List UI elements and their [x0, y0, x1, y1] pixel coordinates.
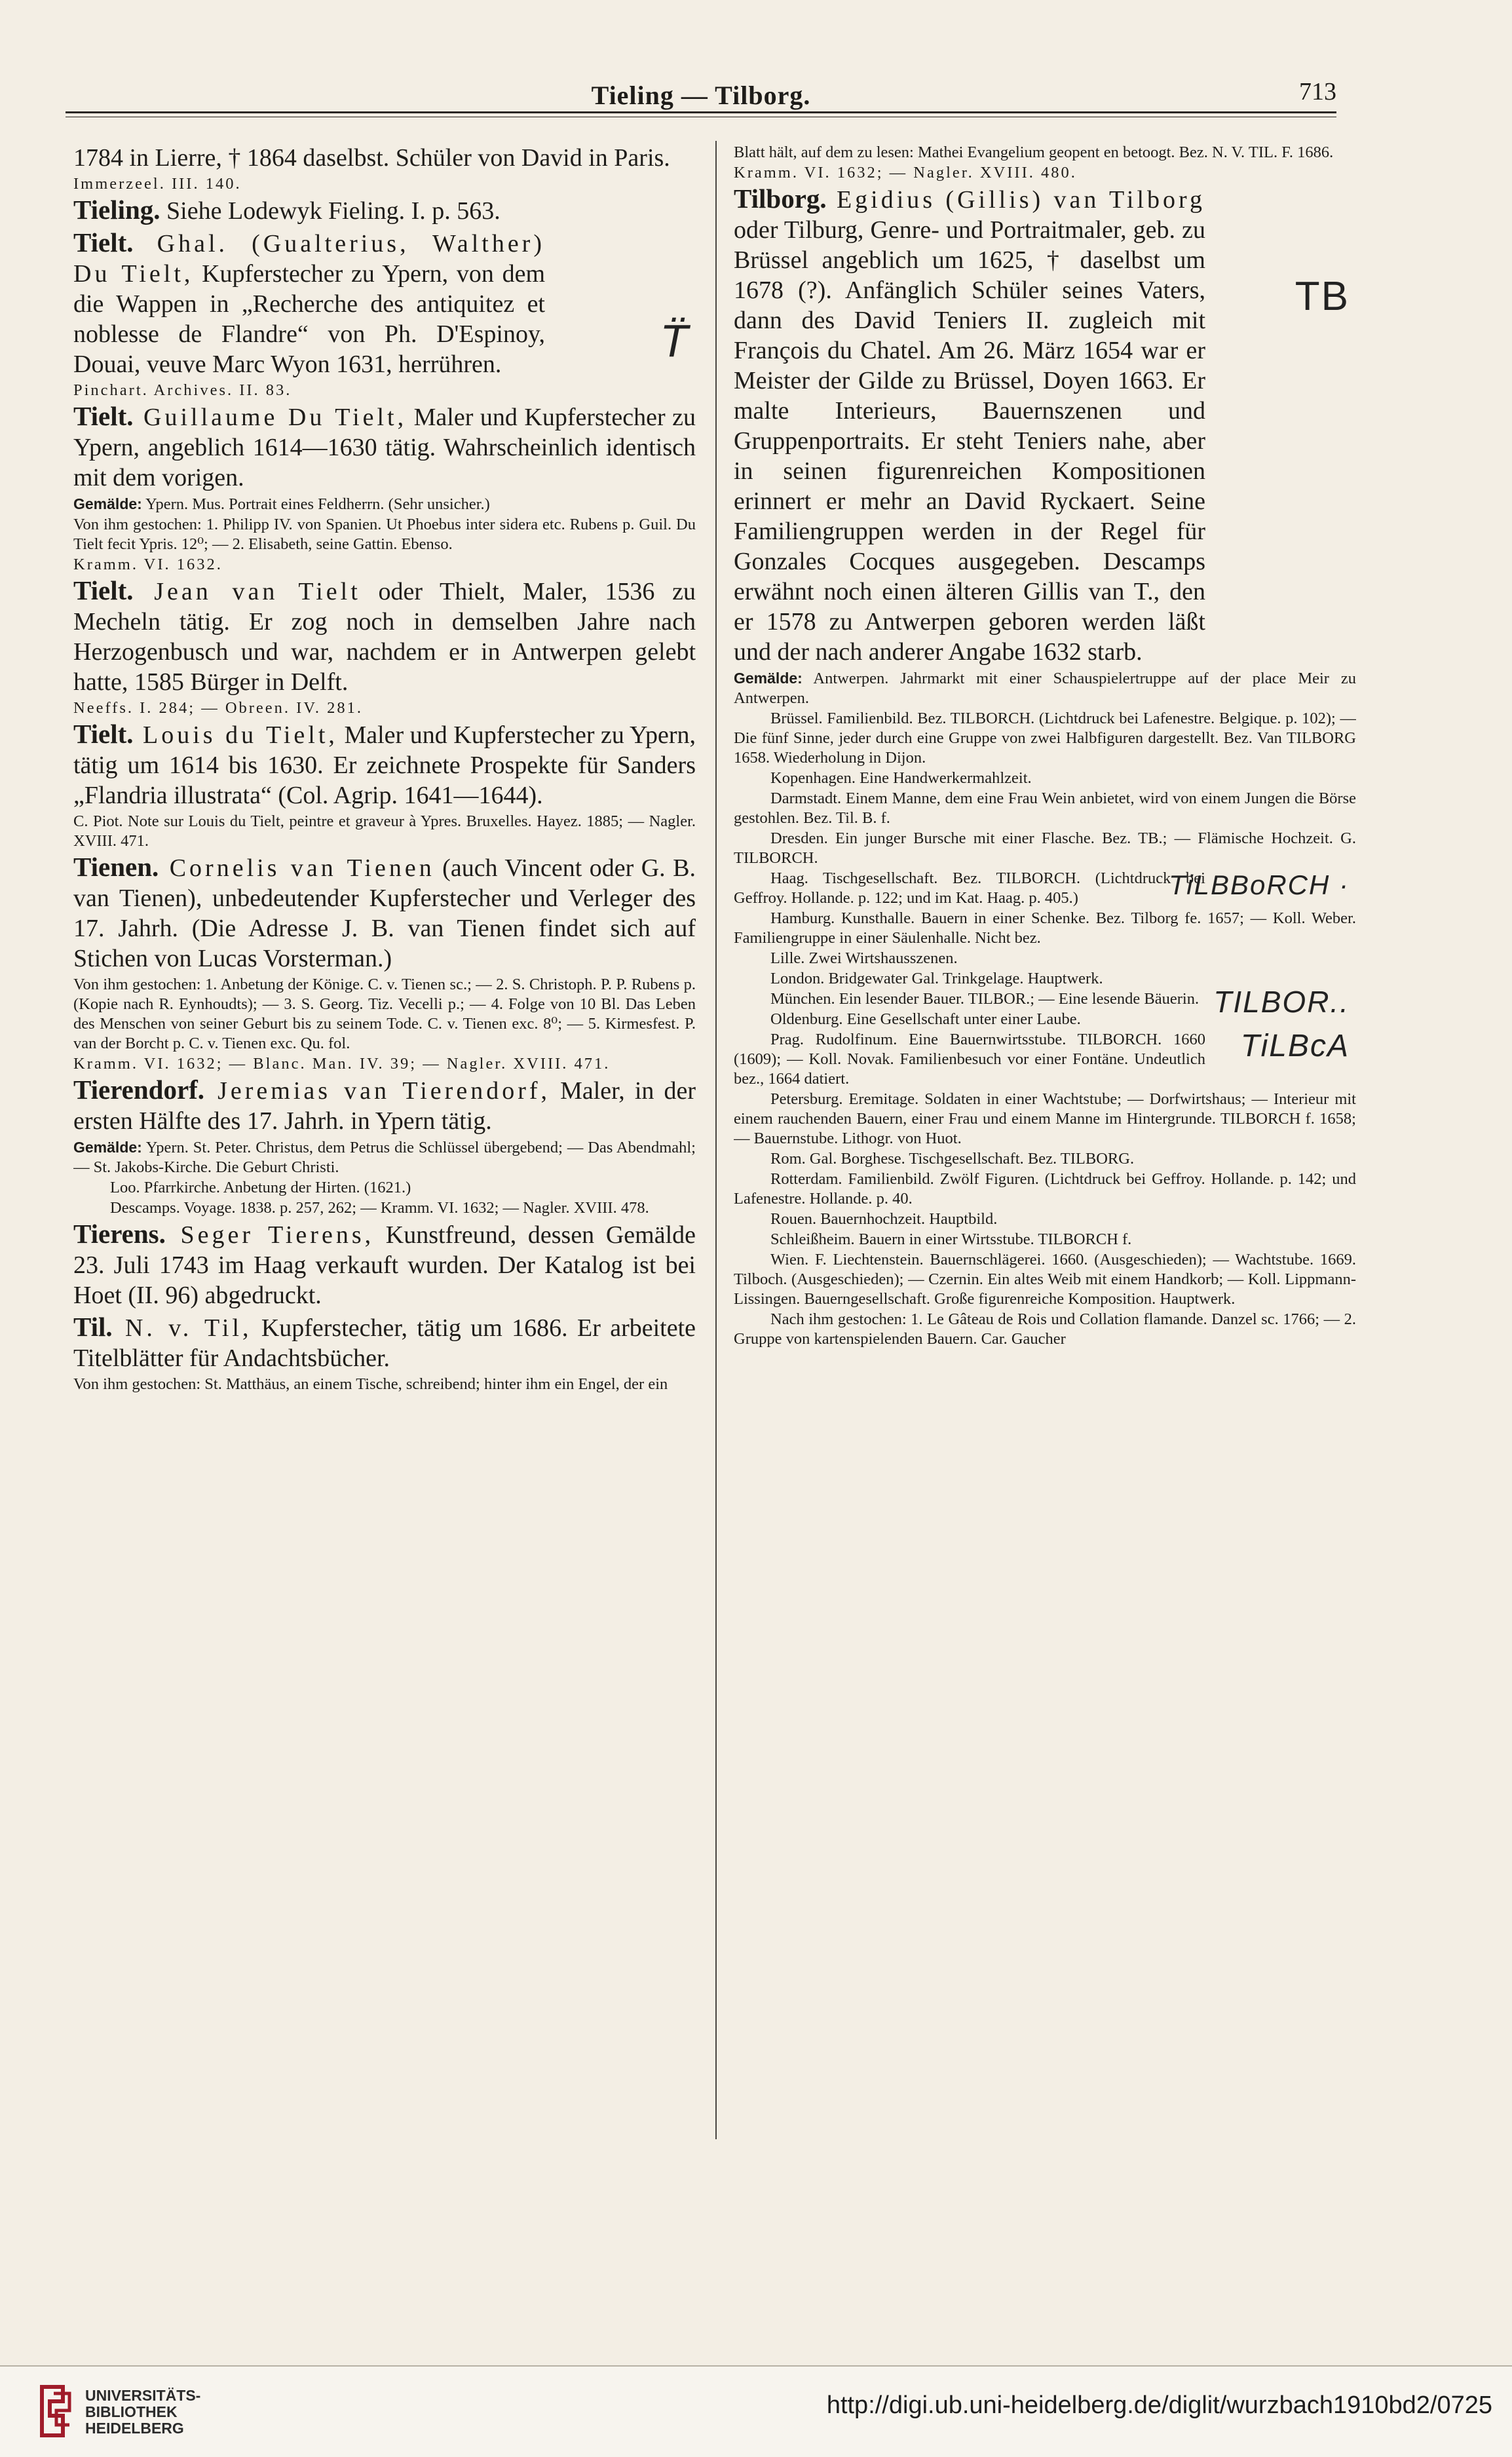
reference: Descamps. Voyage. 1838. p. 257, 262; — Kramm. VI. 1632; — Nagler. XVIII. 478.	[110, 1199, 649, 1217]
entry-text: oder Thielt, Maler, 1536 zu Mecheln tätig. Er zog noch in demselben Jahre nach Herzogenbusch und war, nachdem er in Antwerpen gelebt hatte, 1585 Bürger in Delft.	[73, 578, 696, 696]
headword: Til.	[73, 1312, 113, 1342]
column-divider	[715, 141, 717, 2139]
works-label: Gemälde:	[73, 495, 142, 512]
entry-tierendorf	[73, 1075, 696, 1136]
entry-text: Maler, in der ersten Hälfte des 17. Jahrh. in Ypern tätig.	[73, 1077, 696, 1135]
headword: Tienen.	[73, 852, 159, 882]
engravings-list: Von ihm gestochen: 1. Philipp IV. von Spanien. Ut Phoebus inter sidera etc. Rubens p. Guil. Du Tielt fecit Ypris. 12⁰; — 2. Elisabeth, seine Gattin. Ebenso.	[73, 516, 696, 553]
headword: Tierens.	[73, 1219, 166, 1249]
entry-text: Kupferstecher zu Ypern, von dem die Wappen in „Recherche des antiquitez et noblesse de Flandre“ von Ph. D'Espinoy, Douai, veuve Marc Wyon 1631, herrühren.	[73, 260, 546, 378]
entry-tielt-gualterius	[73, 227, 696, 379]
works-list	[73, 494, 696, 514]
entry-text: Maler und Kupferstecher zu Ypern, angeblich 1614—1630 tätig. Wahrscheinlich identisch mit dem vorigen.	[73, 404, 696, 491]
works-list-item: Lille. Zwei Wirtshausszenen.	[770, 949, 958, 967]
works-list-item: Hamburg. Kunsthalle. Bauern in einer Schenke. Bez. Tilborg fe. 1657; — Koll. Weber. Familiengruppe in einer Säulenhalle. Nicht bez.	[734, 909, 1356, 947]
works-list-item: Rouen. Bauernhochzeit. Hauptbild.	[770, 1210, 998, 1228]
headword: Tieling.	[73, 195, 161, 225]
works-list-item: Kopenhagen. Eine Handwerkermahlzeit.	[770, 769, 1032, 787]
signature-image: TiLBcA	[1240, 1029, 1350, 1063]
reference: Neeffs. I. 284; — Obreen. IV. 281.	[73, 699, 363, 717]
works-text: Prag. Rudolfinum. Eine Bauernwirtsstube. TILBORCH. 1660 (1609); — Koll. Novak. Familienbesuch vor einer Fontäne. Undeutlich bez., 1664 datiert.	[734, 1031, 1205, 1088]
running-title: Tieling — Tilborg.	[591, 81, 811, 110]
works-list-item: London. Bridgewater Gal. Trinkgelage. Hauptwerk.	[770, 970, 1103, 987]
works-label: Gemälde:	[734, 670, 803, 687]
signature-image: TiLBBoRCH ·	[1168, 869, 1350, 900]
headword: Tilborg.	[734, 183, 827, 214]
entry-tielt-jean	[73, 575, 696, 697]
works-list-item: Loo. Pfarrkirche. Anbetung der Hirten. (1621.)	[110, 1179, 411, 1196]
works-text: München. Ein lesender Bauer. TILBOR.; — Eine lesende Bäuerin.	[770, 990, 1200, 1008]
entry-text: oder Tilburg, Genre- und Portraitmaler, geb. zu Brüssel angeblich um 1625, † daselbst um 1678 (?). Anfänglich Schüler seines Vaters, dann des David Teniers II. zugleich mit François du Chatel. Am 26. März 1654 war er Meister der Gilde zu Brüssel, Doyen 1663. Er malte Interieurs, Bauernszenen und Gruppenportraits. Er steht Teniers nahe, aber in seinen figurenreichen Kompositionen erinnert er mehr an David Ryckaert. Seine Familiengruppen werden in der Regel für Gonzales Cocques ausgegeben. Descamps erwähnt noch einen älteren Gillis van T., den er 1578 zu Antwerpen geboren werden läßt und der nach anderer Angabe 1632 starb.	[734, 216, 1205, 666]
artist-name: Ghal. (Gualterius, Walther) Du Tielt,	[73, 230, 545, 288]
left-column	[73, 143, 696, 2158]
works-text: Ypern. Mus. Portrait eines Feldherrn. (Sehr unsicher.)	[142, 495, 490, 513]
monogram: TB	[1295, 274, 1350, 319]
artist-name: Seger Tierens,	[165, 1221, 375, 1249]
logo-line: UNIVERSITÄTS-	[85, 2387, 201, 2404]
works-text: Haag. Tischgesellschaft. Bez. TILBORCH. (Lichtdruck bei Geffroy. Hollande. p. 122; und im Kat. Haag. p. 405.)	[734, 869, 1205, 907]
logo-line: BIBLIOTHEK	[85, 2403, 178, 2420]
works-list	[73, 1137, 696, 1177]
entry-tierens	[73, 1219, 696, 1310]
entry-tielt-guillaume	[73, 401, 696, 493]
artist-name: Cornelis van Tienen	[159, 854, 435, 882]
reference: Pinchart. Archives. II. 83.	[73, 381, 292, 399]
library-logo-text	[85, 2388, 200, 2437]
entry-continuation: Blatt hält, auf dem zu lesen: Mathei Evangelium geopent en betoogt. Bez. N. V. TIL. F. 1686.	[734, 143, 1334, 161]
artist-name: Jean van Tielt	[133, 578, 361, 605]
artist-name: Guillaume Du Tielt,	[133, 404, 407, 431]
engravings-list: Von ihm gestochen: St. Matthäus, an einem Tische, schreibend; hinter ihm ein Engel, der ein	[73, 1375, 668, 1393]
engravings-list: Von ihm gestochen: 1. Anbetung der Könige. C. v. Tienen sc.; — 2. S. Christoph. P. P. Rubens p. (Kopie nach R. Eynhoudts); — 3. S. Georg. Tiz. Vecelli p.; — 4. Folge von 10 Bl. Das Leben des Menschen von seiner Geburt bis zu seinem Tode. C. v. Tienen exc. 8⁰; — 5. Kirmesfest. P. van der Borcht p. C. v. Tienen exc. Qu. fol.	[73, 976, 696, 1052]
right-column	[734, 143, 1356, 2158]
artist-name: N. v. Til,	[112, 1314, 252, 1342]
entry-tilborg	[734, 183, 1356, 667]
works-text: Antwerpen. Jahrmarkt mit einer Schauspielertruppe auf der place Meir zu Antwerpen.	[734, 670, 1356, 707]
works-list	[734, 668, 1356, 708]
artist-name: Jeremias van Tierendorf,	[204, 1077, 551, 1105]
artist-name: Egidius (Gillis) van Tilborg	[826, 186, 1205, 214]
works-list-item: Rom. Gal. Borghese. Tischgesellschaft. Bez. TILBORG.	[770, 1150, 1135, 1168]
signature-image: TILBOR..	[1213, 985, 1350, 1019]
works-list-item: Oldenburg. Eine Gesellschaft unter einer Laube.	[770, 1010, 1081, 1028]
works-list-item: Schleißheim. Bauern in einer Wirtsstube. TILBORCH f.	[770, 1230, 1132, 1248]
headword: Tielt.	[73, 575, 134, 605]
reference: Immerzeel. III. 140.	[73, 175, 242, 193]
works-list-item: Rotterdam. Familienbild. Zwölf Figuren. (Lichtdruck bei Geffroy. Hollande. p. 142; und Lafenestre. Hollande. p. 40.	[734, 1170, 1356, 1208]
logo-line: HEIDELBERG	[85, 2420, 184, 2437]
works-list-item: Brüssel. Familienbild. Bez. TILBORCH. (Lichtdruck bei Lafenestre. Belgique. p. 102); — Die fünf Sinne, jeder durch eine Gruppe von zwei Halbfiguren dargestellt. Bez. Van TILBORG 1658. Wiederholung in Dijon.	[734, 710, 1356, 767]
works-list-item	[734, 869, 1356, 908]
works-list-item: Darmstadt. Einem Manne, dem eine Frau Wein anbietet, wird von einem Jungen die Börse gestohlen. Bez. Til. B. f.	[734, 790, 1356, 827]
reference: C. Piot. Note sur Louis du Tielt, peintre et graveur à Ypres. Bruxelles. Hayez. 1885; — Nagler. XVIII. 471.	[73, 812, 696, 850]
works-list-item: Dresden. Ein junger Bursche mit einer Flasche. Bez. TB.; — Flämische Hochzeit. G. TILBORCH.	[734, 829, 1356, 867]
entry-continuation: 1784 in Lierre, † 1864 daselbst. Schüler von David in Paris.	[73, 144, 670, 172]
works-list-item: Wien. F. Liechtenstein. Bauernschlägerei. 1660. (Ausgeschieden); — Wachtstube. 1669. Tilboch. (Ausgeschieden); — Czernin. Ein altes Weib mit einem Handkorb; — Koll. Lippmann-Lissingen. Bauerngesellschaft. Große figurenreiche Komposition. Hauptwerk.	[734, 1251, 1356, 1308]
header-rule	[66, 111, 1336, 113]
page-header	[66, 77, 1336, 117]
headword: Tielt.	[73, 227, 134, 257]
entry-til	[73, 1312, 696, 1373]
entry-text: Siehe Lodewyk Fieling. I. p. 563.	[160, 197, 501, 225]
library-logo-icon	[37, 2382, 73, 2441]
works-list-item	[734, 1030, 1356, 1089]
headword: Tielt.	[73, 401, 134, 431]
reference: Kramm. VI. 1632; — Blanc. Man. IV. 39; — Nagler. XVIII. 471.	[73, 1055, 611, 1073]
works-label: Gemälde:	[73, 1139, 142, 1156]
headword: Tierendorf.	[73, 1075, 205, 1105]
entry-text: Kunstfreund, dessen Gemälde 23. Juli 1743 im Haag verkauft wurden. Der Katalog ist bei Hoet (II. 96) abgedruckt.	[73, 1221, 696, 1309]
reference: Kramm. VI. 1632; — Nagler. XVIII. 480.	[734, 164, 1077, 181]
reference: Kramm. VI. 1632.	[73, 556, 223, 573]
headword: Tielt.	[73, 719, 134, 749]
engravings-list: Nach ihm gestochen: 1. Le Gâteau de Rois und Collation flamande. Danzel sc. 1766; — 2. Gruppe von kartenspielenden Bauern. Car. Gaucher	[734, 1310, 1356, 1348]
page-number: 713	[1299, 78, 1336, 105]
works-text: Ypern. St. Peter. Christus, dem Petrus die Schlüssel übergebend; — Das Abendmahl; — St. Jakobs-Kirche. Die Geburt Christi.	[73, 1139, 696, 1176]
entry-tielt-louis	[73, 719, 696, 810]
works-list-item: Petersburg. Eremitage. Soldaten in einer Wachtstube; — Dorfwirtshaus; — Interieur mit einem rauchenden Bauern, einer Frau und einem Manne im Hintergrunde. TILBORCH f. 1658; — Bauernstube. Lithogr. von Huot.	[734, 1090, 1356, 1147]
entry-text: Maler und Kupferstecher zu Ypern, tätig um 1614 bis 1630. Er zeichnete Prospekte für Sanders „Flandria illustrata“ (Col. Agrip. 1641—1644).	[73, 721, 696, 809]
entry-text: (auch Vincent oder G. B. van Tienen), unbedeutender Kupferstecher und Verleger des 17. Jahrh. (Die Adresse J. B. van Tienen findet sich auf Stichen von Lucas Vorsterman.)	[73, 854, 696, 972]
entry-tieling	[73, 195, 696, 226]
entry-text: Kupferstecher, tätig um 1686. Er arbeitete Titelblätter für Andachtsbücher.	[73, 1314, 696, 1372]
artist-name: Louis du Tielt,	[133, 721, 338, 749]
entry-tienen	[73, 852, 696, 974]
source-url-link[interactable]: http://digi.ub.uni-heidelberg.de/diglit/wurzbach1910bd2/0725	[826, 2391, 1492, 2419]
monogram: T̈	[660, 315, 689, 366]
